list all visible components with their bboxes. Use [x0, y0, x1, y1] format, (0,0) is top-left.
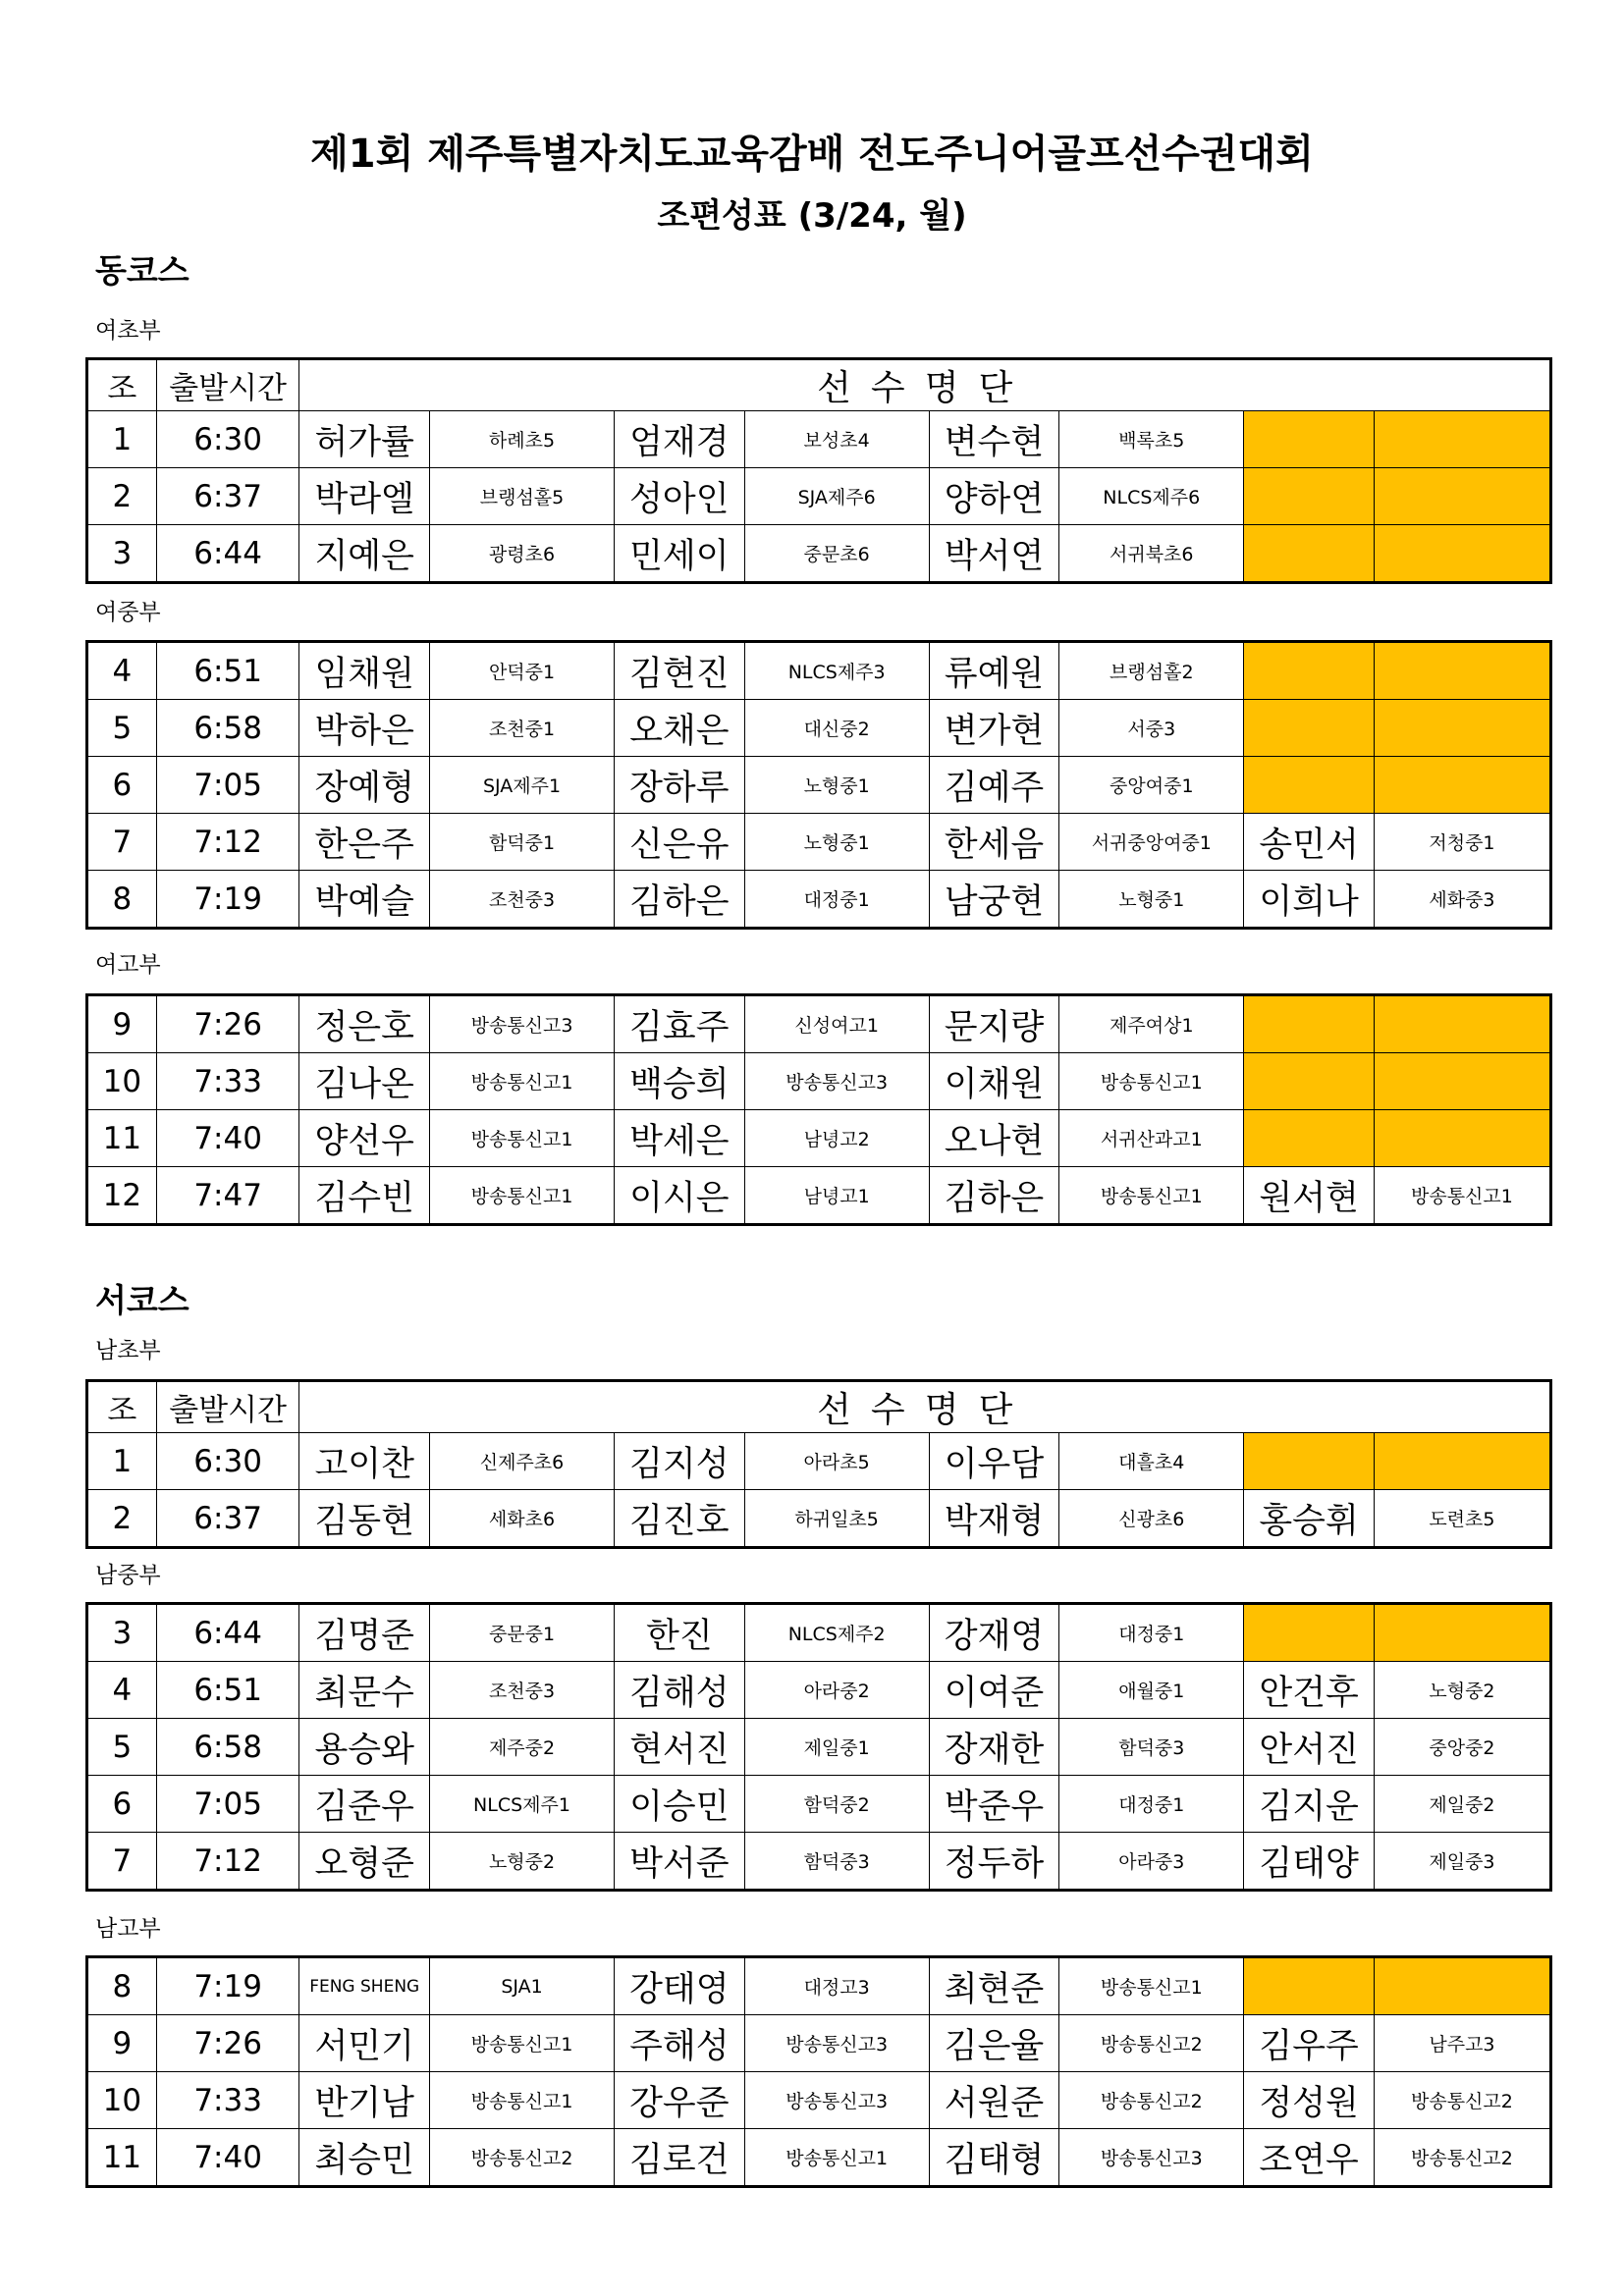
player-school: 신광초6: [1059, 1490, 1244, 1548]
player-school: 제일중2: [1374, 1776, 1550, 1833]
player-name: 강재영: [929, 1604, 1059, 1662]
table-header-row: [87, 359, 1551, 411]
schedule-table: [85, 993, 1552, 1226]
empty-slot: [1374, 642, 1550, 700]
group-number: 4: [87, 642, 157, 700]
player-name: 이우담: [929, 1433, 1059, 1490]
start-time: 7:05: [156, 757, 299, 814]
player-name: 서민기: [299, 2015, 430, 2072]
empty-slot: [1244, 525, 1375, 583]
table-row: [87, 1662, 1551, 1719]
player-name: 최문수: [299, 1662, 430, 1719]
empty-slot: [1244, 1957, 1375, 2015]
start-time: 6:44: [156, 1604, 299, 1662]
group-number: 8: [87, 871, 157, 929]
player-school: 서귀중앙여중1: [1059, 814, 1244, 871]
group-number: 4: [87, 1662, 157, 1719]
schedule-table: [85, 640, 1552, 930]
player-name: 조연우: [1244, 2129, 1375, 2187]
start-time: 6:30: [156, 1433, 299, 1490]
group-number: 6: [87, 1776, 157, 1833]
empty-slot: [1374, 468, 1550, 525]
table-row: [87, 468, 1551, 525]
start-time: 6:51: [156, 642, 299, 700]
table-row: [87, 871, 1551, 929]
table-row: [87, 2072, 1551, 2129]
start-time: 6:51: [156, 1662, 299, 1719]
table-row: [87, 757, 1551, 814]
player-name: 이승민: [615, 1776, 745, 1833]
player-school: 함덕중2: [744, 1776, 929, 1833]
table-header-row: [87, 1381, 1551, 1433]
empty-slot: [1374, 1110, 1550, 1167]
group-number: 10: [87, 1053, 157, 1110]
group-number: 7: [87, 1833, 157, 1891]
player-name: 정두하: [929, 1833, 1059, 1891]
empty-slot: [1244, 411, 1375, 468]
table-row: [87, 1833, 1551, 1891]
empty-slot: [1244, 1110, 1375, 1167]
player-name: 김준우: [299, 1776, 430, 1833]
player-name: 김동현: [299, 1490, 430, 1548]
group-number: 9: [87, 995, 157, 1053]
table-row: [87, 814, 1551, 871]
group-number: 1: [87, 411, 157, 468]
player-school: 저청중1: [1374, 814, 1550, 871]
group-number: 11: [87, 2129, 157, 2187]
division-label: 남고부: [95, 1916, 161, 1942]
start-time: 6:37: [156, 468, 299, 525]
division-label: 여중부: [95, 600, 161, 625]
empty-slot: [1374, 411, 1550, 468]
player-school: SJA1: [429, 1957, 614, 2015]
player-name: 변수현: [929, 411, 1059, 468]
player-name: 백승희: [615, 1053, 745, 1110]
player-school: 대정고3: [744, 1957, 929, 2015]
schedule-table: [85, 357, 1552, 584]
group-number: 8: [87, 1957, 157, 2015]
start-time: 6:58: [156, 700, 299, 757]
start-time: 6:58: [156, 1719, 299, 1776]
start-time: 6:44: [156, 525, 299, 583]
player-school: 남녕고2: [744, 1110, 929, 1167]
player-school: 방송통신고1: [429, 2072, 614, 2129]
player-name: 임채원: [299, 642, 430, 700]
player-school: 세화중3: [1374, 871, 1550, 929]
group-number: 7: [87, 814, 157, 871]
player-name: 김지성: [615, 1433, 745, 1490]
group-number: 2: [87, 468, 157, 525]
group-number: 12: [87, 1167, 157, 1225]
group-number: 10: [87, 2072, 157, 2129]
player-school: 남주고3: [1374, 2015, 1550, 2072]
player-name: 이여준: [929, 1662, 1059, 1719]
division-label: 남중부: [95, 1563, 161, 1588]
player-name: 양선우: [299, 1110, 430, 1167]
empty-slot: [1374, 757, 1550, 814]
start-time: 6:30: [156, 411, 299, 468]
player-name: 강태영: [615, 1957, 745, 2015]
player-school: 조천중1: [429, 700, 614, 757]
player-school: NLCS제주1: [429, 1776, 614, 1833]
player-school: NLCS제주3: [744, 642, 929, 700]
group-number: 1: [87, 1433, 157, 1490]
player-school: 노형중1: [744, 757, 929, 814]
player-school: 서귀산과고1: [1059, 1110, 1244, 1167]
header-start-time: 출발시간: [156, 1381, 299, 1433]
player-name: 김지운: [1244, 1776, 1375, 1833]
player-school: 노형중2: [429, 1833, 614, 1891]
player-name: 김우주: [1244, 2015, 1375, 2072]
player-name: 변가현: [929, 700, 1059, 757]
player-school: 제주여상1: [1059, 995, 1244, 1053]
empty-slot: [1374, 995, 1550, 1053]
table-row: [87, 1490, 1551, 1548]
empty-slot: [1374, 700, 1550, 757]
player-school: 아라중3: [1059, 1833, 1244, 1891]
player-school: 대정중1: [1059, 1604, 1244, 1662]
start-time: 7:26: [156, 995, 299, 1053]
player-school: 방송통신고1: [1059, 1957, 1244, 2015]
empty-slot: [1244, 1053, 1375, 1110]
schedule-table: [85, 1379, 1552, 1549]
player-name: 김명준: [299, 1604, 430, 1662]
player-name: 박서연: [929, 525, 1059, 583]
player-name: 용승와: [299, 1719, 430, 1776]
player-name: 오채은: [615, 700, 745, 757]
player-school: 방송통신고3: [744, 2015, 929, 2072]
player-school: 노형중1: [1059, 871, 1244, 929]
start-time: 7:40: [156, 1110, 299, 1167]
player-school: 노형중2: [1374, 1662, 1550, 1719]
player-name: 오형준: [299, 1833, 430, 1891]
player-name: 양하연: [929, 468, 1059, 525]
player-name: 김은율: [929, 2015, 1059, 2072]
player-name: 장하루: [615, 757, 745, 814]
player-name: 박라엘: [299, 468, 430, 525]
player-name: 최승민: [299, 2129, 430, 2187]
table-row: [87, 700, 1551, 757]
group-number: 6: [87, 757, 157, 814]
player-name: 홍승휘: [1244, 1490, 1375, 1548]
player-school: 하례초5: [429, 411, 614, 468]
player-school: 아라중2: [744, 1662, 929, 1719]
player-school: 아라초5: [744, 1433, 929, 1490]
player-school: 방송통신고2: [1059, 2015, 1244, 2072]
player-school: 함덕중1: [429, 814, 614, 871]
player-school: 제주중2: [429, 1719, 614, 1776]
table-row: [87, 525, 1551, 583]
player-school: 조천중3: [429, 871, 614, 929]
player-name: 성아인: [615, 468, 745, 525]
table-row: [87, 1167, 1551, 1225]
player-school: 애월중1: [1059, 1662, 1244, 1719]
player-school: 방송통신고1: [429, 1110, 614, 1167]
player-school: 신성여고1: [744, 995, 929, 1053]
player-school: 방송통신고3: [429, 995, 614, 1053]
empty-slot: [1374, 525, 1550, 583]
player-school: 하귀일초5: [744, 1490, 929, 1548]
player-school: SJA제주1: [429, 757, 614, 814]
player-name: 반기남: [299, 2072, 430, 2129]
player-name: 김예주: [929, 757, 1059, 814]
player-school: 대흘초4: [1059, 1433, 1244, 1490]
player-name: 박세은: [615, 1110, 745, 1167]
player-name: 김태양: [1244, 1833, 1375, 1891]
player-school: 방송통신고1: [429, 1167, 614, 1225]
group-number: 9: [87, 2015, 157, 2072]
player-name: 김현진: [615, 642, 745, 700]
player-name: 김나온: [299, 1053, 430, 1110]
player-school: 방송통신고1: [744, 2129, 929, 2187]
player-school: 서귀북초6: [1059, 525, 1244, 583]
player-school: 남녕고1: [744, 1167, 929, 1225]
player-name: 정성원: [1244, 2072, 1375, 2129]
player-name: 한진: [615, 1604, 745, 1662]
player-name: 장재한: [929, 1719, 1059, 1776]
player-school: 방송통신고3: [1059, 2129, 1244, 2187]
start-time: 7:19: [156, 871, 299, 929]
player-school: 보성초4: [744, 411, 929, 468]
player-school: 방송통신고1: [1374, 1167, 1550, 1225]
table-row: [87, 1957, 1551, 2015]
schedule-table: [85, 1602, 1552, 1892]
table-row: [87, 411, 1551, 468]
player-school: NLCS제주6: [1059, 468, 1244, 525]
player-name: 박준우: [929, 1776, 1059, 1833]
division-label: 여초부: [95, 318, 161, 344]
player-school: 제일중1: [744, 1719, 929, 1776]
player-school: 중문초6: [744, 525, 929, 583]
table-row: [87, 1433, 1551, 1490]
division-label: 여고부: [95, 952, 161, 978]
start-time: 7:40: [156, 2129, 299, 2187]
player-school: 안덕중1: [429, 642, 614, 700]
player-name: 김태형: [929, 2129, 1059, 2187]
player-school: 조천중3: [429, 1662, 614, 1719]
player-school: 방송통신고2: [1374, 2072, 1550, 2129]
empty-slot: [1374, 1433, 1550, 1490]
player-school: 노형중1: [744, 814, 929, 871]
start-time: 7:33: [156, 2072, 299, 2129]
course-label-west: 서코스: [95, 1281, 189, 1319]
table-row: [87, 1053, 1551, 1110]
player-name: 안서진: [1244, 1719, 1375, 1776]
empty-slot: [1244, 995, 1375, 1053]
player-name: 김진호: [615, 1490, 745, 1548]
start-time: 7:26: [156, 2015, 299, 2072]
empty-slot: [1244, 757, 1375, 814]
player-name: 김하은: [929, 1167, 1059, 1225]
player-name: 송민서: [1244, 814, 1375, 871]
player-name: 신은유: [615, 814, 745, 871]
start-time: 7:05: [156, 1776, 299, 1833]
player-name: 고이찬: [299, 1433, 430, 1490]
player-name: 김해성: [615, 1662, 745, 1719]
player-name: 서원준: [929, 2072, 1059, 2129]
player-school: 방송통신고2: [429, 2129, 614, 2187]
player-name: 최현준: [929, 1957, 1059, 2015]
player-name: 안건후: [1244, 1662, 1375, 1719]
player-name: 문지량: [929, 995, 1059, 1053]
player-name: 민세이: [615, 525, 745, 583]
group-number: 2: [87, 1490, 157, 1548]
player-name: 허가률: [299, 411, 430, 468]
player-name: 오나현: [929, 1110, 1059, 1167]
player-school: 대신중2: [744, 700, 929, 757]
player-name: 한은주: [299, 814, 430, 871]
player-school: 함덕중3: [1059, 1719, 1244, 1776]
player-school: 방송통신고1: [429, 1053, 614, 1110]
player-name: 한세음: [929, 814, 1059, 871]
player-name: 이희나: [1244, 871, 1375, 929]
player-school: 방송통신고3: [744, 1053, 929, 1110]
header-players: 선수명단: [299, 1381, 1551, 1433]
player-name: FENG SHENG: [299, 1957, 430, 2015]
empty-slot: [1244, 1433, 1375, 1490]
header-group: 조: [87, 359, 157, 411]
table-row: [87, 1110, 1551, 1167]
player-school: 방송통신고1: [1059, 1053, 1244, 1110]
start-time: 7:33: [156, 1053, 299, 1110]
table-row: [87, 2129, 1551, 2187]
player-name: 박서준: [615, 1833, 745, 1891]
player-name: 김로건: [615, 2129, 745, 2187]
empty-slot: [1374, 1604, 1550, 1662]
player-name: 이채원: [929, 1053, 1059, 1110]
player-name: 정은호: [299, 995, 430, 1053]
player-school: 중문중1: [429, 1604, 614, 1662]
player-name: 장예형: [299, 757, 430, 814]
player-school: NLCS제주2: [744, 1604, 929, 1662]
player-school: 브랭섬홀5: [429, 468, 614, 525]
start-time: 6:37: [156, 1490, 299, 1548]
schedule-table: [85, 1955, 1552, 2188]
division-label: 남초부: [95, 1338, 161, 1363]
table-row: [87, 995, 1551, 1053]
header-group: 조: [87, 1381, 157, 1433]
empty-slot: [1244, 468, 1375, 525]
group-number: 5: [87, 700, 157, 757]
player-name: 현서진: [615, 1719, 745, 1776]
empty-slot: [1244, 700, 1375, 757]
player-name: 강우준: [615, 2072, 745, 2129]
start-time: 7:47: [156, 1167, 299, 1225]
player-name: 박하은: [299, 700, 430, 757]
player-school: 방송통신고3: [744, 2072, 929, 2129]
player-name: 지예은: [299, 525, 430, 583]
player-name: 박재형: [929, 1490, 1059, 1548]
start-time: 7:12: [156, 1833, 299, 1891]
start-time: 7:12: [156, 814, 299, 871]
player-name: 박예슬: [299, 871, 430, 929]
group-number: 3: [87, 525, 157, 583]
course-label-east: 동코스: [95, 251, 189, 290]
player-school: 신제주초6: [429, 1433, 614, 1490]
player-school: 백록초5: [1059, 411, 1244, 468]
player-school: 제일중3: [1374, 1833, 1550, 1891]
player-name: 류예원: [929, 642, 1059, 700]
player-name: 남궁현: [929, 871, 1059, 929]
group-number: 3: [87, 1604, 157, 1662]
player-school: 서중3: [1059, 700, 1244, 757]
player-school: 브랭섬홀2: [1059, 642, 1244, 700]
player-school: 광령초6: [429, 525, 614, 583]
player-name: 원서현: [1244, 1167, 1375, 1225]
table-row: [87, 642, 1551, 700]
player-school: 방송통신고1: [429, 2015, 614, 2072]
table-row: [87, 1604, 1551, 1662]
player-name: 김하은: [615, 871, 745, 929]
player-school: 함덕중3: [744, 1833, 929, 1891]
header-players: 선수명단: [299, 359, 1551, 411]
player-name: 김수빈: [299, 1167, 430, 1225]
header-start-time: 출발시간: [156, 359, 299, 411]
player-school: 중앙중2: [1374, 1719, 1550, 1776]
player-name: 이시은: [615, 1167, 745, 1225]
start-time: 7:19: [156, 1957, 299, 2015]
player-school: 대정중1: [744, 871, 929, 929]
empty-slot: [1374, 1957, 1550, 2015]
document-subtitle: 조편성표 (3/24, 월): [657, 196, 967, 236]
player-school: 세화초6: [429, 1490, 614, 1548]
player-name: 엄재경: [615, 411, 745, 468]
player-school: 대정중1: [1059, 1776, 1244, 1833]
table-row: [87, 1719, 1551, 1776]
group-number: 5: [87, 1719, 157, 1776]
document-title: 제1회 제주특별자치도교육감배 전도주니어골프선수권대회: [310, 132, 1314, 177]
empty-slot: [1374, 1053, 1550, 1110]
player-school: 도련초5: [1374, 1490, 1550, 1548]
player-school: SJA제주6: [744, 468, 929, 525]
empty-slot: [1244, 1604, 1375, 1662]
player-school: 방송통신고1: [1059, 1167, 1244, 1225]
table-row: [87, 1776, 1551, 1833]
player-school: 방송통신고2: [1059, 2072, 1244, 2129]
player-school: 방송통신고2: [1374, 2129, 1550, 2187]
player-school: 중앙여중1: [1059, 757, 1244, 814]
player-name: 김효주: [615, 995, 745, 1053]
group-number: 11: [87, 1110, 157, 1167]
empty-slot: [1244, 642, 1375, 700]
table-row: [87, 2015, 1551, 2072]
player-name: 주해성: [615, 2015, 745, 2072]
